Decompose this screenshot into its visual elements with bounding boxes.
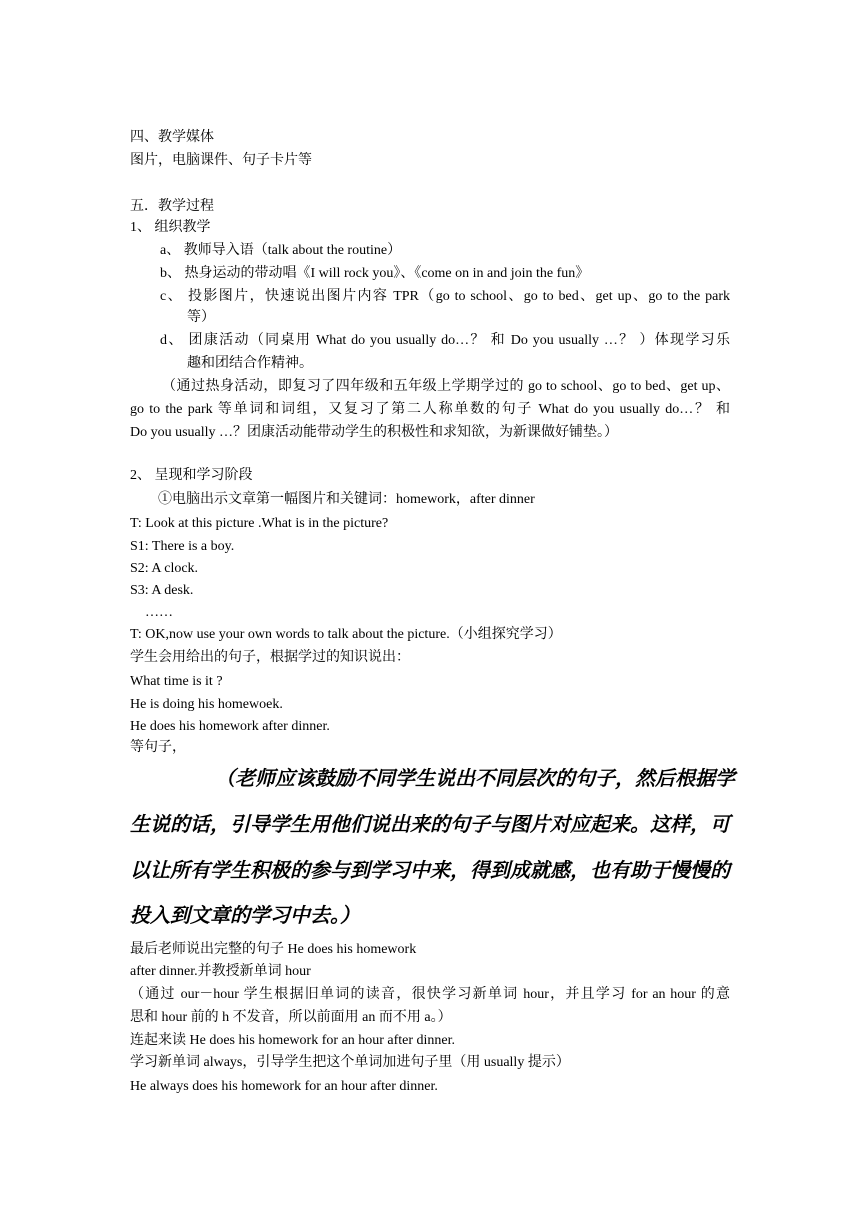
final-line-6: 学习新单词 always，引导学生把这个单词加进句子里（用 usually 提示） <box>130 1055 570 1070</box>
final-line-7: He always does his homework for an hour after dinner. <box>130 1079 438 1094</box>
part-2-step-1: ①电脑出示文章第一幅图片和关键词：homework，after dinner <box>158 492 535 507</box>
final-line-3: （通过 our－hour 学生根据旧单词的读音，很快学习新单词 hour，并且学习 for an hour 的意 <box>130 987 730 1002</box>
part-1-title: 1、 组织教学 <box>130 220 211 235</box>
step-d-line-2: 趣和团结合作精神。 <box>187 356 313 371</box>
step-b: b、 热身运动的带动唱《I will rock you》、《come on in and join the fun》 <box>160 266 590 281</box>
note-1-line-3: Do you usually …？团康活动能带动学生的积极性和求知欲，为新课做好铺垫。） <box>130 425 619 440</box>
step-a: a、 教师导入语（talk about the routine） <box>160 243 402 258</box>
dialog-student-1: S1: There is a boy. <box>130 539 235 554</box>
student-sentences-intro: 学生会用给出的句子，根据学过的知识说出： <box>130 650 410 665</box>
emphasis-note-line-1: （老师应该鼓励不同学生说出不同层次的句子，然后根据学 <box>215 768 735 790</box>
section-5-title: 五．教学过程 <box>130 199 214 214</box>
student-sentences-end: 等句子， <box>130 740 186 755</box>
dialog-ellipsis: …… <box>145 605 173 620</box>
step-d-line-1: d、 团康活动（同桌用 What do you usually do…？ 和 Do you usually …？ ）体现学习乐 <box>160 333 730 348</box>
note-1-line-1: （通过热身活动，即复习了四年级和五年级上学期学过的 go to school、go to bed、get up、 <box>162 379 730 394</box>
final-line-5: 连起来读 He does his homework for an hour after dinner. <box>130 1033 456 1048</box>
section-4-body: 图片，电脑课件、句子卡片等 <box>130 153 312 168</box>
part-2-title: 2、 呈现和学习阶段 <box>130 468 253 483</box>
section-4-title: 四、教学媒体 <box>130 130 214 145</box>
example-sentence-1: What time is it ? <box>130 674 223 689</box>
dialog-teacher-1: T: Look at this picture .What is in the picture? <box>130 516 389 531</box>
emphasis-note-line-4: 投入到文章的学习中去。） <box>130 905 360 927</box>
final-line-1: 最后老师说出完整的句子 He does his homework <box>130 942 417 957</box>
emphasis-note-line-2: 生说的话，引导学生用他们说出来的句子与图片对应起来。这样，可 <box>130 814 730 836</box>
example-sentence-3: He does his homework after dinner. <box>130 719 330 734</box>
example-sentence-2: He is doing his homewoek. <box>130 697 283 712</box>
step-c-line-2: 等） <box>187 310 215 325</box>
final-line-2: after dinner.并教授新单词 hour <box>130 964 311 979</box>
final-line-4: 思和 hour 前的 h 不发音，所以前面用 an 而不用 a。） <box>130 1010 452 1025</box>
step-c-line-1: c、 投影图片，快速说出图片内容 TPR（go to school、go to bed、get up、go to the park <box>160 289 730 304</box>
dialog-teacher-2: T: OK,now use your own words to talk about the picture.（小组探究学习） <box>130 627 562 642</box>
dialog-student-3: S3: A desk. <box>130 583 194 598</box>
emphasis-note-line-3: 以让所有学生积极的参与到学习中来，得到成就感，也有助于慢慢的 <box>130 860 730 882</box>
dialog-student-2: S2: A clock. <box>130 561 199 576</box>
note-1-line-2: go to the park 等单词和词组，又复习了第二人称单数的句子 What do you usually do…？ 和 <box>130 402 730 417</box>
